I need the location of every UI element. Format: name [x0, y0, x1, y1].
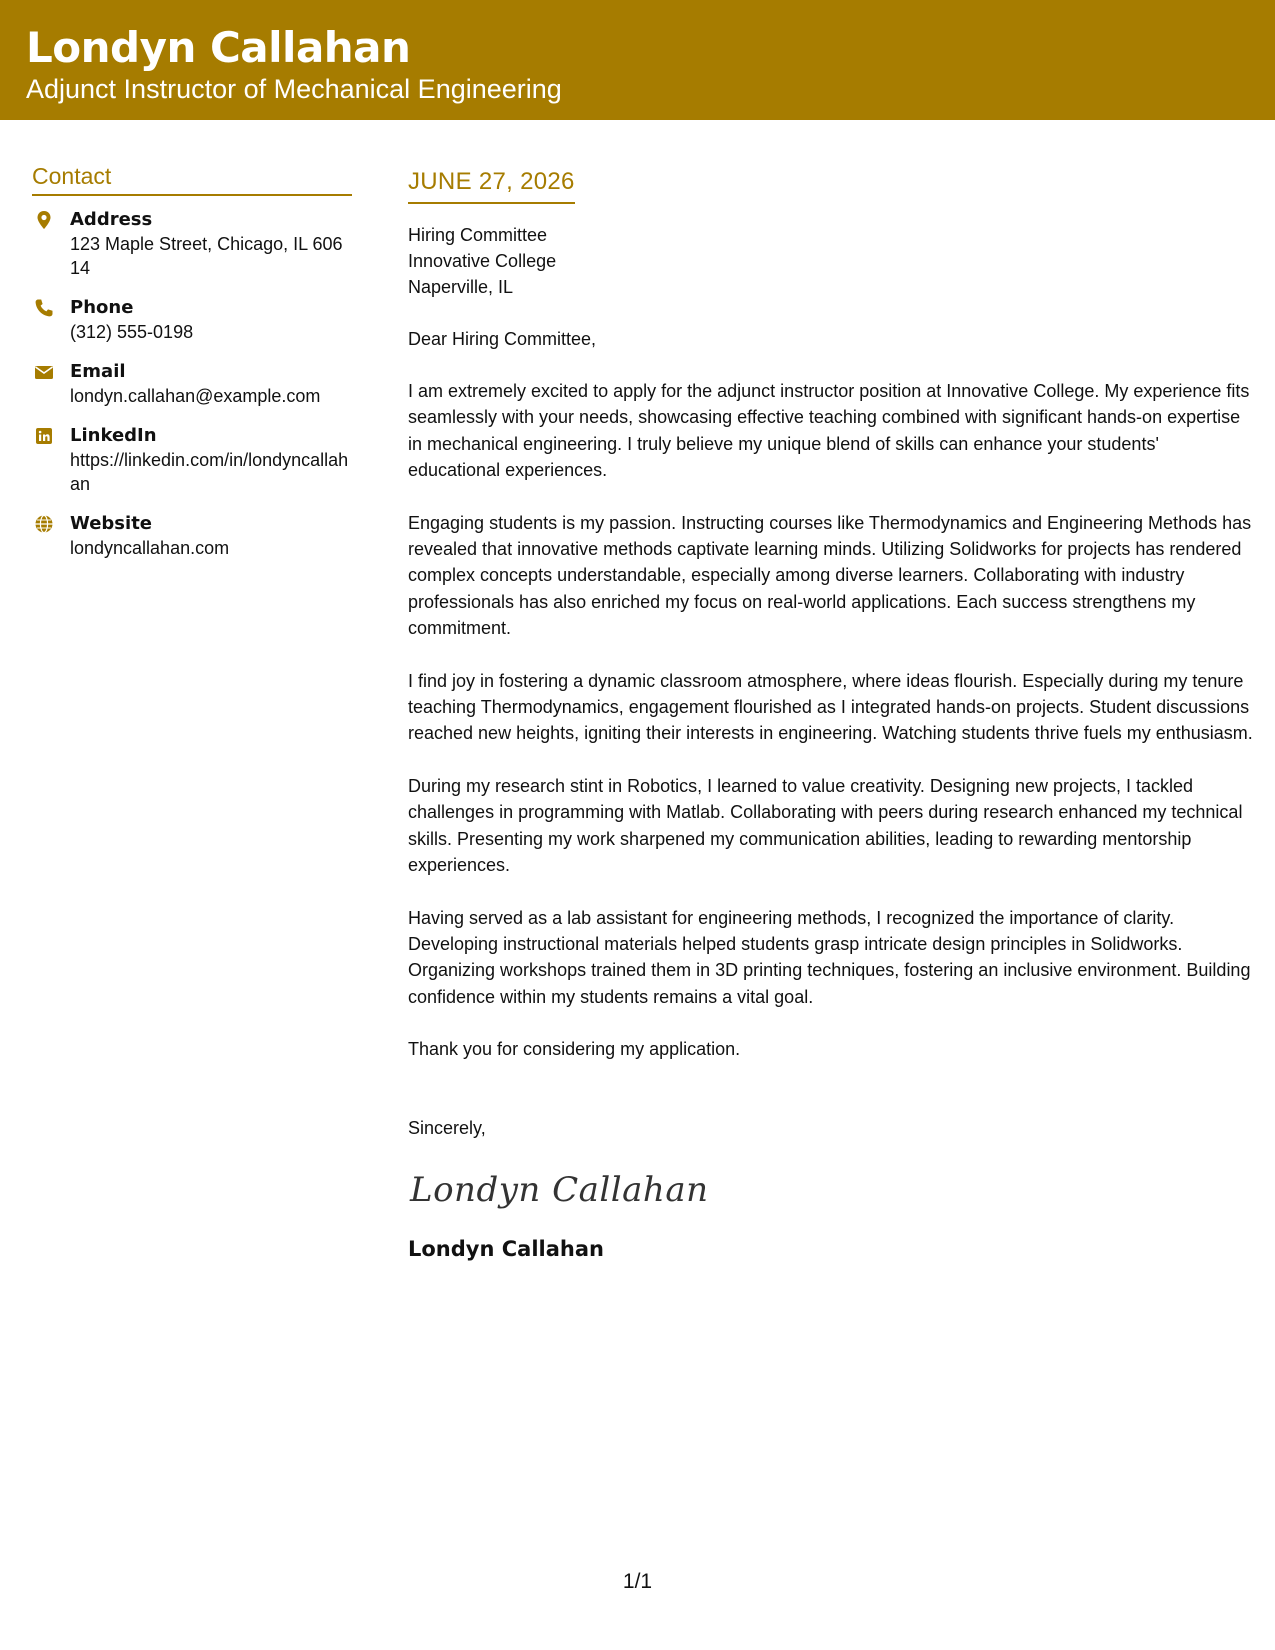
- job-title: Adjunct Instructor of Mechanical Engineering: [26, 74, 562, 104]
- address-label: Address: [70, 209, 153, 230]
- contact-phone: [32, 296, 352, 344]
- salutation: Dear Hiring Committee,: [408, 329, 597, 349]
- page-number: 1/1: [622, 1570, 653, 1593]
- contact-linkedin: [32, 424, 352, 496]
- map-pin-icon: [34, 210, 54, 230]
- website-label: Website: [70, 513, 153, 534]
- linkedin-icon: [34, 426, 54, 446]
- linkedin-value: https://linkedin.com/in/londyncallahan: [70, 450, 349, 494]
- email-label: Email: [70, 361, 126, 382]
- handwritten-signature: Londyn Callahan: [410, 1169, 709, 1210]
- phone-label: Phone: [70, 297, 134, 318]
- letter-date: JUNE 27, 2026: [408, 166, 575, 204]
- contact-address: [32, 208, 352, 280]
- contact-sidebar: [32, 160, 352, 576]
- contact-website: [32, 512, 352, 560]
- recipient-block: [408, 222, 1253, 300]
- contact-list: [32, 208, 352, 560]
- letter-paragraph: Having served as a lab assistant for engineering methods, I recognized the importance of clarity. Developing instructional materials helped students grasp intricate design principles in Solidworks. Organizing workshops trained them in 3D printing techniques, fostering an inclusive environment. Building confidence within my students remains a vital goal.: [408, 907, 1251, 1007]
- applicant-name: Londyn Callahan: [26, 23, 411, 72]
- letter-paragraph: Engaging students is my passion. Instructing courses like Thermodynamics and Engineering Methods has revealed that innovative methods captivate learning minds. Utilizing Solidworks for projects has rendered complex concepts understandable, especially among diverse learners. Collaborating with industry professionals has also enriched my focus on real-world applications. Each success strengthens my commitment.: [408, 512, 1252, 639]
- letter-paragraph: During my research stint in Robotics, I learned to value creativity. Designing new projects, I tackled challenges in programming with Matlab. Collaborating with peers during research enhanced my technical skills. Presenting my work sharpened my communication abilities, leading to rewarding mentorship experiences.: [408, 775, 1243, 876]
- signer-name: Londyn Callahan: [408, 1236, 604, 1261]
- website-value: londyncallahan.com: [70, 538, 230, 558]
- phone-icon: [34, 298, 54, 318]
- email-value: londyn.callahan@example.com: [70, 386, 321, 406]
- recipient-line: Innovative College: [408, 251, 557, 271]
- envelope-icon: [34, 362, 54, 382]
- recipient-line: Naperville, IL: [408, 277, 514, 297]
- phone-value: (312) 555-0198: [70, 322, 194, 342]
- linkedin-label: LinkedIn: [70, 425, 157, 446]
- header-banner: [0, 0, 1275, 120]
- globe-icon: [34, 514, 54, 534]
- recipient-line: Hiring Committee: [408, 225, 548, 245]
- contact-email: [32, 360, 352, 408]
- letter-paragraph: Thank you for considering my application.: [408, 1039, 741, 1060]
- letter-paragraph: I find joy in fostering a dynamic classroom atmosphere, where ideas flourish. Especially during my tenure teaching Thermodynamics, engagement flourished as I integrated hands-on projects. Student discussions reached new heights, igniting their interests in engineering. Watching students thrive fuels my enthusiasm.: [408, 670, 1253, 744]
- address-value: 123 Maple Street, Chicago, IL 60614: [70, 234, 343, 278]
- closing: Sincerely,: [408, 1117, 486, 1138]
- letter-paragraph: I am extremely excited to apply for the adjunct instructor position at Innovative College. My experience fits seamlessly with your needs, showcasing effective teaching combined with significant hands-on expertise in mechanical engineering. I truly believe my unique blend of skills can enhance your students' educational experiences.: [408, 381, 1250, 481]
- contact-heading: Contact: [32, 160, 352, 196]
- letter-body: [408, 166, 1253, 1263]
